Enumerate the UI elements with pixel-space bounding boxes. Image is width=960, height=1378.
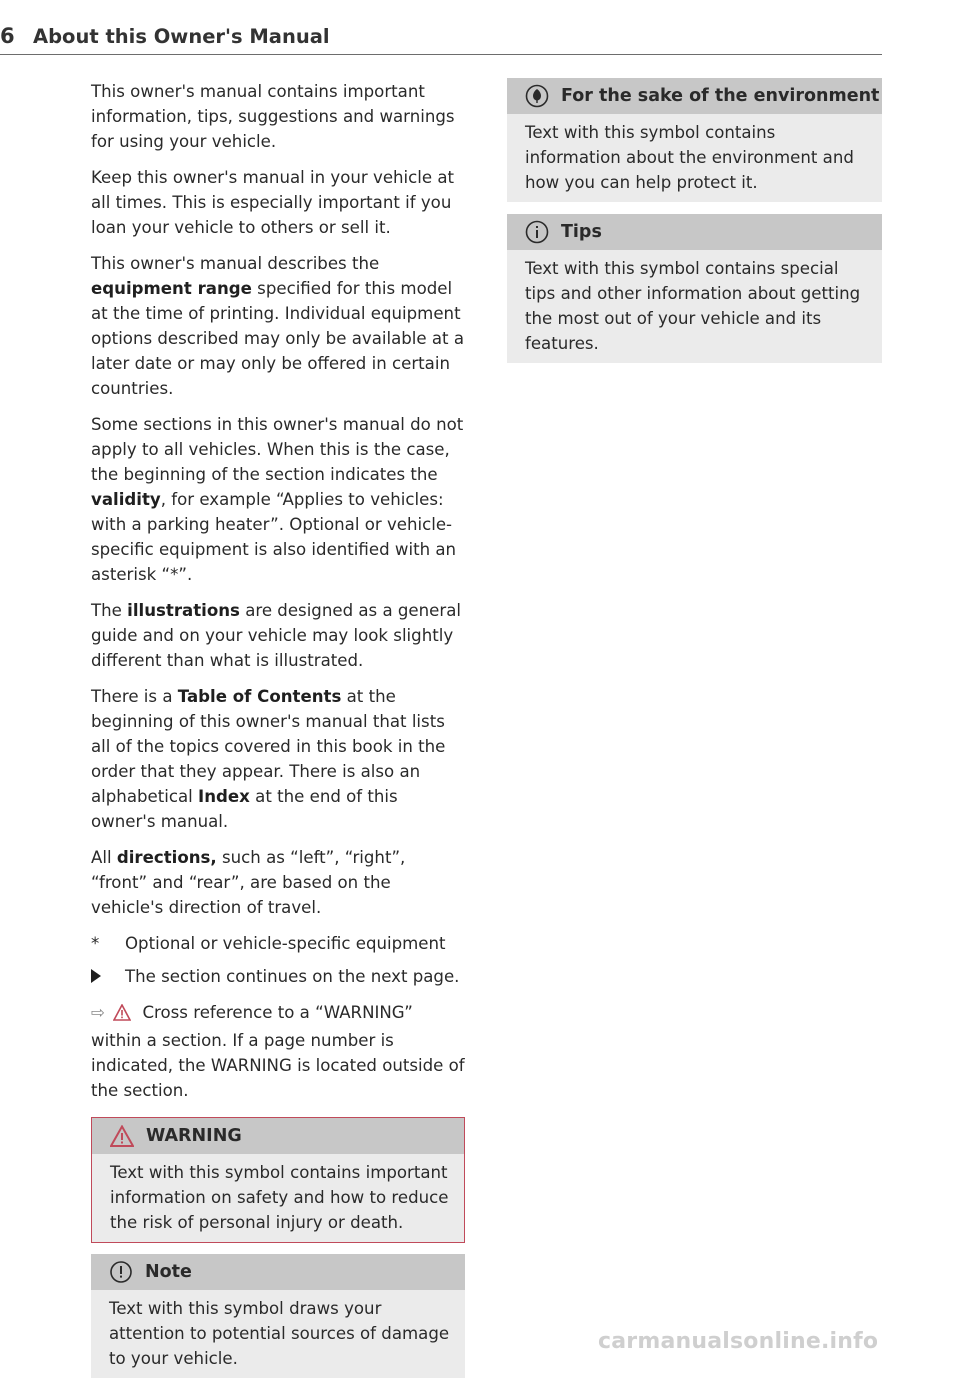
legend-asterisk (91, 931, 465, 956)
legend-asterisk-text: Optional or vehicle-specific equipment (125, 934, 446, 953)
warning-triangle-icon (110, 1124, 134, 1148)
right-column (507, 78, 882, 375)
tips-box-header (507, 214, 882, 250)
watermark-text: carmanualsonline.info (598, 1329, 879, 1354)
environment-box-header (507, 78, 882, 114)
warning-box (91, 1117, 465, 1243)
left-column (91, 79, 465, 1378)
paragraph-equipment-range: This owner's manual describes the equipment range specified for this model at the time of printing. Individual equipment options described may only be available at a later date or may only be offered in certain countries. (91, 254, 464, 398)
legend-continues-text: The section continues on the next page. (125, 967, 460, 986)
tips-title: Tips (561, 221, 602, 242)
warning-title: WARNING (146, 1125, 242, 1146)
crossref-text: Cross reference to a “WARNING” within a section. If a page number is indicated, the WARNING is located outside of the section. (91, 1003, 465, 1100)
page-header (0, 22, 882, 55)
paragraph-illustrations: The illustrations are designed as a general guide and on your vehicle may look slightly different than what is illustrated. (91, 601, 461, 670)
environment-leaf-icon (525, 84, 549, 108)
note-box (91, 1254, 465, 1378)
paragraph-contents-index: There is a Table of Contents at the beginning of this owner's manual that lists all of the topics covered in this book in the order that they appear. There is also an alphabetical Index at the end of this owner's manual. (91, 687, 446, 831)
legend-continues (91, 964, 465, 990)
crossref-arrow-icon: ⇨ (91, 1003, 105, 1022)
note-title: Note (145, 1261, 192, 1282)
environment-box (507, 78, 882, 202)
note-body: Text with this symbol draws your attention to potential sources of damage to your vehicle. (91, 1290, 465, 1378)
info-icon (525, 220, 549, 244)
paragraph-validity: Some sections in this owner's manual do not apply to all vehicles. When this is the case, the beginning of the section indicates the validity, for example “Applies to vehicles: with a parking heater”. Optional or vehicle-specific equipment is also identified with an asterisk “*”. (91, 415, 464, 584)
environment-title: For the sake of the environment (561, 85, 880, 106)
warning-triangle-icon (113, 1003, 131, 1028)
tips-box (507, 214, 882, 363)
section-title: About this Owner's Manual (33, 25, 330, 48)
paragraph-crossref (91, 1000, 465, 1103)
warning-body: Text with this symbol contains important information on safety and how to reduce the risk of personal injury or death. (91, 1154, 465, 1243)
tips-body: Text with this symbol contains special tips and other information about getting the most out of your vehicle and its features. (507, 250, 882, 363)
page-number: 6 (0, 24, 15, 48)
paragraph-keep-manual: Keep this owner's manual in your vehicle at all times. This is especially important if you loan your vehicle to others or sell it. (91, 168, 455, 237)
environment-body: Text with this symbol contains information about the environment and how you can help protect it. (507, 114, 882, 202)
continue-arrow-icon (91, 964, 125, 990)
asterisk-symbol: * (91, 934, 100, 953)
note-box-header (91, 1254, 465, 1290)
paragraph-directions: All directions, such as “left”, “right”, “front” and “rear”, are based on the vehicle's direction of travel. (91, 848, 406, 917)
warning-box-header (91, 1117, 465, 1154)
note-exclamation-icon (109, 1260, 133, 1284)
paragraph-intro: This owner's manual contains important information, tips, suggestions and warnings for using your vehicle. (91, 82, 455, 151)
